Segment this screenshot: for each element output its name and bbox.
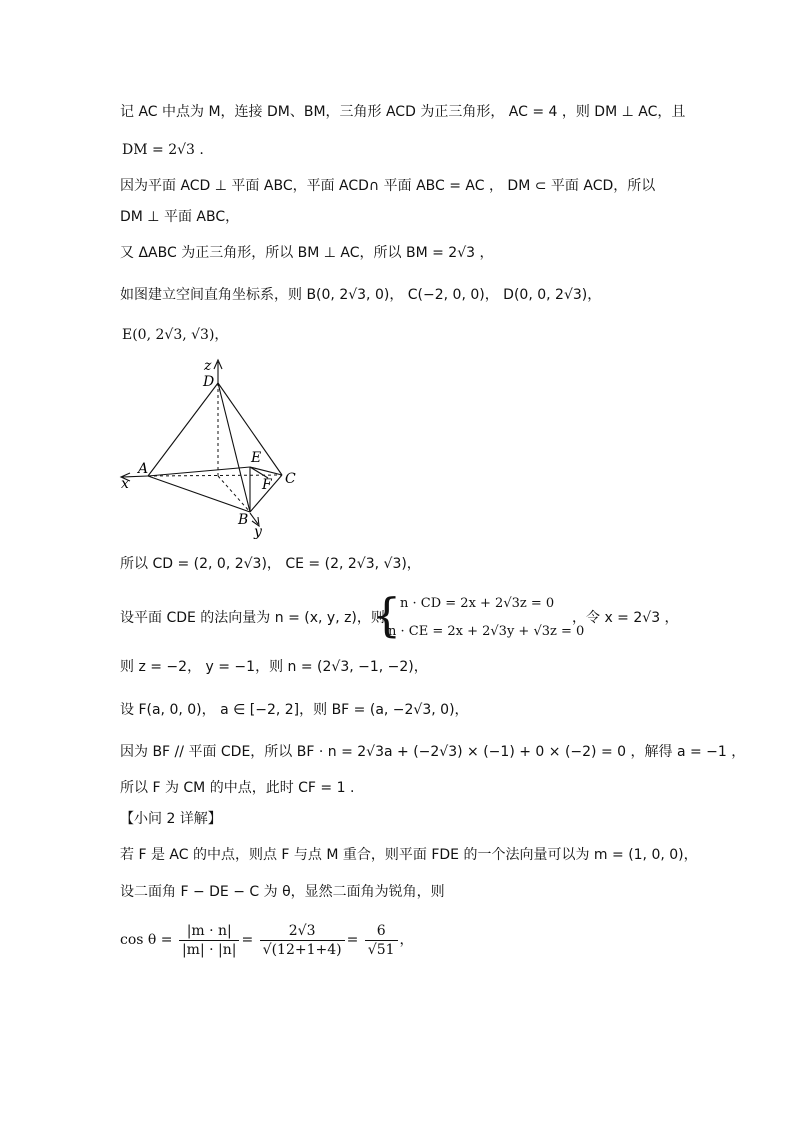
fraction-1-denominator: |m| · |n| [181,941,237,958]
text-line-6: 如图建立空间直角坐标系，则 B(0, 2√3, 0)， C(−2, 0, 0)， D(0, 0, 2√3)， [120,287,602,303]
tetrahedron-figure [115,352,315,542]
text-line-9d: ，令 x = 2√3 ， [572,610,679,626]
label-F: F [262,477,272,493]
equation-brace: { [372,588,402,642]
text-line-10: 则 z = −2， y = −1，则 n = (2√3, −1, −2)， [120,659,428,675]
fraction-3 [365,922,398,959]
text-line-7: E(0, 2√3, √3)， [122,327,229,343]
section-heading: 【小问 2 详解】 [120,811,222,827]
text-line-13: 所以 F 为 CM 的中点，此时 CF = 1 . [120,780,355,796]
text-line-4: DM ⊥ 平面 ABC， [120,209,240,225]
equation-2: n · CE = 2x + 2√3y + √3z = 0 [388,624,585,639]
fraction-2 [260,922,345,959]
cosine-formula: cos θ = $\frac{|m \cdot n|}{|m| \cdot |n|}$ = $\frac{2√3}{√(12+1+4)}$ = $\frac{6}{√51}$ ， [120,922,414,958]
label-y: y [254,524,262,540]
fraction-1 [179,922,240,959]
fraction-2-numerator: 2√3 [260,922,345,941]
fraction-1-numerator: |m · n| [179,922,240,941]
text-line-12: 因为 BF // 平面 CDE，所以 BF · n = 2√3a + (−2√3) × (−1) + 0 × (−2) = 0 ，解得 a = −1 ， [120,744,746,760]
equation-1: n · CD = 2x + 2√3z = 0 [400,596,555,611]
text-line-3: 因为平面 ACD ⊥ 平面 ABC，平面 ACD∩ 平面 ABC = AC ， DM ⊂ 平面 ACD，所以 [120,178,656,194]
text-line-16: 设二面角 F − DE − C 为 θ，显然二面角为锐角，则 [120,884,445,900]
label-z: z [204,358,212,374]
text-line-11: 设 F(a, 0, 0)， a ∈ [−2, 2]，则 BF = (a, −2√3, 0)， [120,702,469,718]
label-B: B [238,512,249,528]
fraction-2-denominator: √(12+1+4) [262,941,342,958]
formula-lhs: cos θ = [120,932,173,948]
label-x: x [121,476,129,492]
formula-end: ， [399,932,414,948]
text-line-1: 记 AC 中点为 M，连接 DM、BM，三角形 ACD 为正三角形， AC = 4 ，则 DM ⊥ AC，且 [120,104,686,120]
text-line-5: 又 ΔABC 为正三角形，所以 BM ⊥ AC，所以 BM = 2√3 ， [120,245,494,261]
fraction-3-numerator: 6 [365,922,398,941]
fraction-3-denominator: √51 [367,941,395,958]
text-line-2: DM = 2√3 . [122,142,204,158]
text-line-9a: 设平面 CDE 的法向量为 n = (x, y, z)，则 [120,610,385,626]
label-E: E [251,450,262,466]
text-line-15: 若 F 是 AC 的中点，则点 F 与点 M 重合，则平面 FDE 的一个法向量可以为 m = (1, 0, 0)， [120,847,698,863]
label-D: D [203,374,215,390]
label-C: C [285,471,296,487]
text-line-8: 所以 CD = (2, 0, 2√3)， CE = (2, 2√3, √3)， [120,556,421,572]
label-A: A [138,461,149,477]
